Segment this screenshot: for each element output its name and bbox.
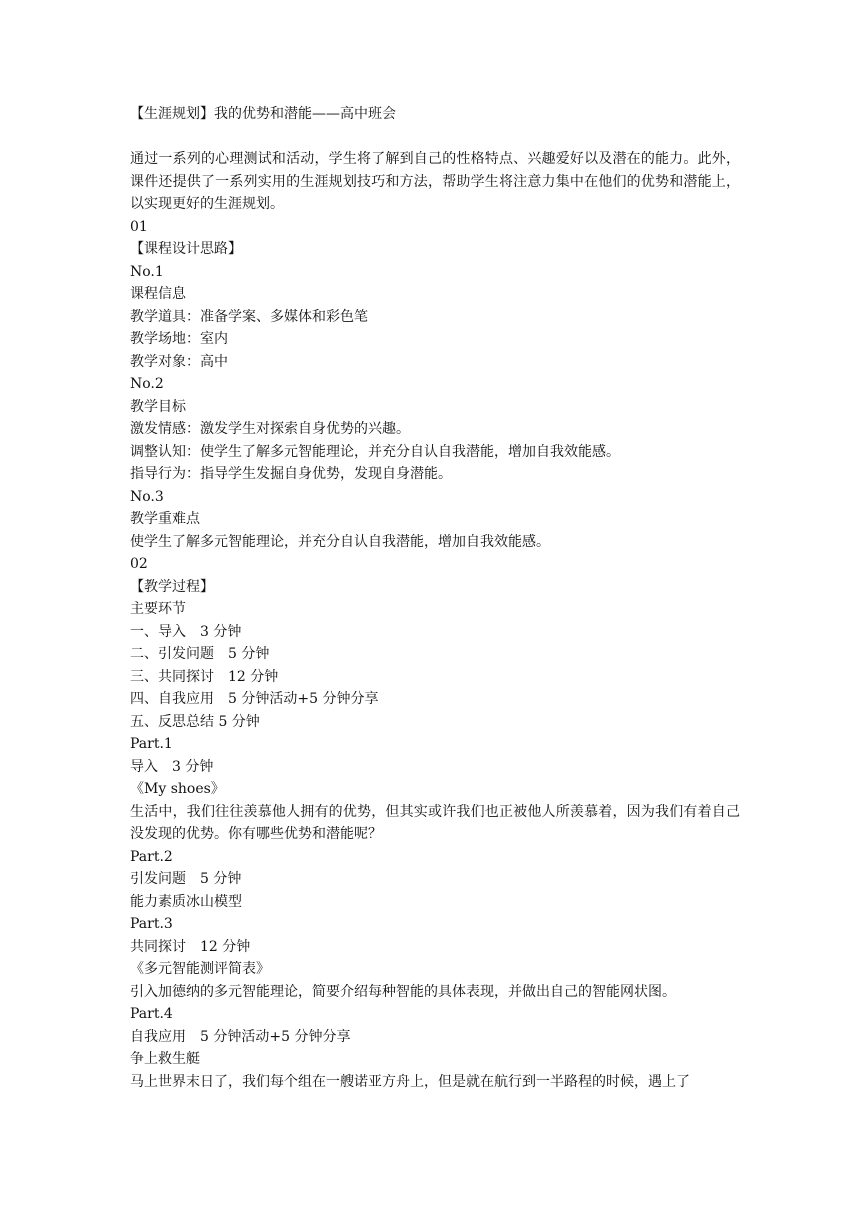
body-line: Part.3 — [130, 916, 173, 932]
body-line: 《多元智能测评简表》 — [130, 961, 270, 977]
body-line: 【课程设计思路】 — [130, 241, 242, 257]
body-line: 02 — [130, 556, 148, 572]
body-line: No.2 — [130, 376, 164, 392]
body-line: 自我应用 5 分钟活动+5 分钟分享 — [130, 1028, 351, 1045]
body-line: 主要环节 — [130, 601, 186, 617]
body-line: 五、反思总结 5 分钟 — [130, 713, 260, 730]
document-body — [130, 148, 740, 1093]
body-line: 教学重难点 — [130, 511, 200, 527]
body-line: Part.1 — [130, 736, 173, 752]
body-line: 马上世界末日了，我们每个组在一艘诺亚方舟上，但是就在航行到一半路程的时候，遇上了 — [130, 1073, 690, 1090]
body-paragraph: 生活中，我们往往羡慕他人拥有的优势，但其实或许我们也正被他人所羡慕着，因为我们有着自己没发现的优势。你有哪些优势和潜能呢？ — [130, 803, 740, 842]
blank-line — [130, 126, 740, 149]
body-line: 【教学过程】 — [130, 578, 214, 595]
body-line: 争上救生艇 — [130, 1051, 200, 1067]
body-line: Part.4 — [130, 1006, 173, 1022]
document-page — [130, 103, 740, 1093]
body-line: 教学目标 — [130, 398, 186, 415]
body-line: 导入 3 分钟 — [130, 758, 214, 775]
body-line: 四、自我应用 5 分钟活动+5 分钟分享 — [130, 691, 379, 707]
body-line: 一、导入 3 分钟 — [130, 623, 242, 640]
body-paragraph: 通过一系列的心理测试和活动，学生将了解到自己的性格特点、兴趣爱好以及潜在的能力。此外，课件还提供了一系列实用的生涯规划技巧和方法，帮助学生将注意力集中在他们的优势和潜能上，以实现更好的生涯规划。 — [130, 151, 740, 212]
body-line: 教学对象：高中 — [130, 353, 228, 370]
body-line: Part.2 — [130, 848, 173, 865]
body-line: 教学场地：室内 — [130, 331, 228, 347]
body-line: 使学生了解多元智能理论，并充分自认自我潜能，增加自我效能感。 — [130, 533, 550, 550]
body-line: 引发问题 5 分钟 — [130, 871, 242, 887]
body-line: 能力素质冰山模型 — [130, 893, 242, 910]
body-line: 共同探讨 12 分钟 — [130, 938, 251, 955]
body-line: 引入加德纳的多元智能理论，简要介绍每种智能的具体表现，并做出自己的智能网状图。 — [130, 983, 676, 1000]
body-line: 教学道具：准备学案、多媒体和彩色笔 — [130, 308, 368, 325]
body-line: 《My shoes》 — [130, 781, 225, 797]
body-line: 激发情感：激发学生对探索自身优势的兴趣。 — [130, 421, 410, 437]
body-line: 二、引发问题 5 分钟 — [130, 646, 270, 662]
body-line: 课程信息 — [130, 286, 186, 302]
body-line: No.1 — [130, 263, 164, 280]
body-line: 01 — [130, 218, 148, 235]
document-title: 【生涯规划】我的优势和潜能——高中班会 — [130, 106, 396, 122]
body-line: 指导行为：指导学生发掘自身优势，发现自身潜能。 — [130, 466, 452, 482]
body-line: No.3 — [130, 488, 164, 505]
body-line: 调整认知：使学生了解多元智能理论，并充分自认自我潜能，增加自我效能感。 — [130, 443, 620, 460]
body-line: 三、共同探讨 12 分钟 — [130, 668, 279, 685]
